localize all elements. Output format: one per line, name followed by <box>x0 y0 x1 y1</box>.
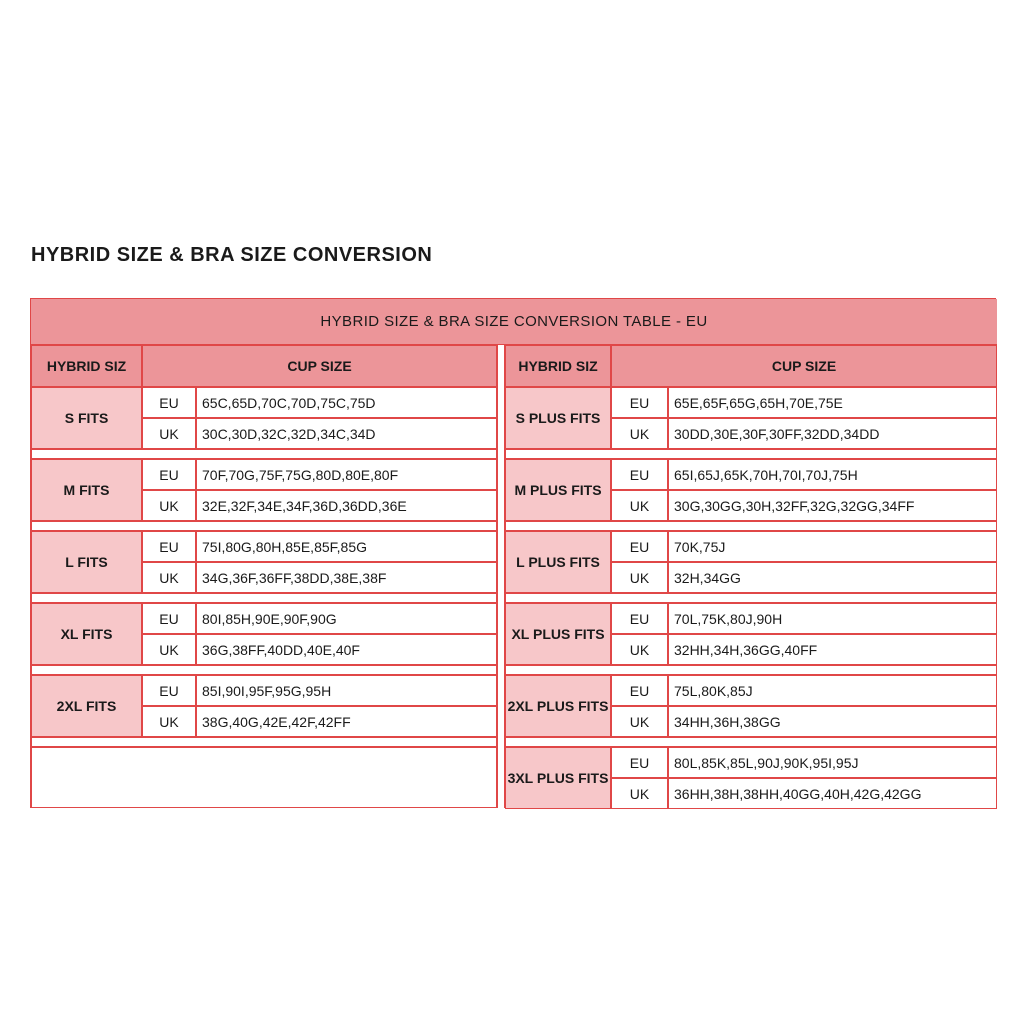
cup-sizes-cell: 70K,75J <box>668 531 997 562</box>
region-cell: EU <box>142 531 196 562</box>
fit-size-cell: 2XL FITS <box>31 675 142 737</box>
region-cell: UK <box>611 562 668 593</box>
row-spacer <box>31 737 497 747</box>
row-spacer <box>31 449 497 459</box>
cup-sizes-cell: 36G,38FF,40DD,40E,40F <box>196 634 497 665</box>
cup-sizes-cell: 65I,65J,65K,70H,70I,70J,75H <box>668 459 997 490</box>
empty-cell <box>31 747 497 808</box>
row-spacer <box>505 737 997 747</box>
row-spacer <box>505 665 997 675</box>
cup-sizes-cell: 70F,70G,75F,75G,80D,80E,80F <box>196 459 497 490</box>
hybrid-size-header: HYBRID SIZ <box>505 345 611 387</box>
fit-size-cell: XL PLUS FITS <box>505 603 611 665</box>
cup-size-header: CUP SIZE <box>142 345 497 387</box>
row-spacer <box>505 593 997 603</box>
cup-sizes-cell: 85I,90I,95F,95G,95H <box>196 675 497 706</box>
cup-sizes-cell: 30G,30GG,30H,32FF,32G,32GG,34FF <box>668 490 997 521</box>
region-cell: EU <box>142 387 196 418</box>
size-conversion-table <box>30 298 996 808</box>
cup-sizes-cell: 34G,36F,36FF,38DD,38E,38F <box>196 562 497 593</box>
column-separator <box>497 345 505 808</box>
region-cell: UK <box>142 706 196 737</box>
region-cell: UK <box>611 418 668 449</box>
region-cell: EU <box>611 747 668 778</box>
region-cell: UK <box>611 634 668 665</box>
hybrid-size-header: HYBRID SIZ <box>31 345 142 387</box>
region-cell: EU <box>611 531 668 562</box>
fit-size-cell: S FITS <box>31 387 142 449</box>
cup-sizes-cell: 32H,34GG <box>668 562 997 593</box>
region-cell: UK <box>611 490 668 521</box>
region-cell: UK <box>142 562 196 593</box>
cup-sizes-cell: 70L,75K,80J,90H <box>668 603 997 634</box>
cup-sizes-cell: 30DD,30E,30F,30FF,32DD,34DD <box>668 418 997 449</box>
region-cell: EU <box>142 675 196 706</box>
cup-sizes-cell: 38G,40G,42E,42F,42FF <box>196 706 497 737</box>
cup-sizes-cell: 80L,85K,85L,90J,90K,95I,95J <box>668 747 997 778</box>
cup-sizes-cell: 65C,65D,70C,70D,75C,75D <box>196 387 497 418</box>
fit-size-cell: L PLUS FITS <box>505 531 611 593</box>
region-cell: UK <box>142 418 196 449</box>
row-spacer <box>31 593 497 603</box>
row-spacer <box>31 521 497 531</box>
cup-sizes-cell: 32HH,34H,36GG,40FF <box>668 634 997 665</box>
cup-sizes-cell: 80I,85H,90E,90F,90G <box>196 603 497 634</box>
region-cell: EU <box>611 387 668 418</box>
row-spacer <box>505 521 997 531</box>
fit-size-cell: M FITS <box>31 459 142 521</box>
fit-size-cell: XL FITS <box>31 603 142 665</box>
row-spacer <box>31 665 497 675</box>
cup-sizes-cell: 30C,30D,32C,32D,34C,34D <box>196 418 497 449</box>
table-title: HYBRID SIZE & BRA SIZE CONVERSION TABLE - EU <box>31 299 997 345</box>
region-cell: EU <box>142 603 196 634</box>
region-cell: EU <box>142 459 196 490</box>
fit-size-cell: S PLUS FITS <box>505 387 611 449</box>
region-cell: EU <box>611 459 668 490</box>
cup-sizes-cell: 32E,32F,34E,34F,36D,36DD,36E <box>196 490 497 521</box>
cup-sizes-cell: 36HH,38H,38HH,40GG,40H,42G,42GG <box>668 778 997 809</box>
region-cell: UK <box>611 706 668 737</box>
cup-sizes-cell: 75L,80K,85J <box>668 675 997 706</box>
fit-size-cell: 2XL PLUS FITS <box>505 675 611 737</box>
fit-size-cell: 3XL PLUS FITS <box>505 747 611 809</box>
row-spacer <box>505 449 997 459</box>
region-cell: UK <box>142 634 196 665</box>
region-cell: EU <box>611 603 668 634</box>
cup-sizes-cell: 65E,65F,65G,65H,70E,75E <box>668 387 997 418</box>
region-cell: UK <box>142 490 196 521</box>
fit-size-cell: L FITS <box>31 531 142 593</box>
region-cell: UK <box>611 778 668 809</box>
page-title: HYBRID SIZE & BRA SIZE CONVERSION <box>31 244 433 266</box>
region-cell: EU <box>611 675 668 706</box>
fit-size-cell: M PLUS FITS <box>505 459 611 521</box>
cup-size-header: CUP SIZE <box>611 345 997 387</box>
cup-sizes-cell: 75I,80G,80H,85E,85F,85G <box>196 531 497 562</box>
cup-sizes-cell: 34HH,36H,38GG <box>668 706 997 737</box>
